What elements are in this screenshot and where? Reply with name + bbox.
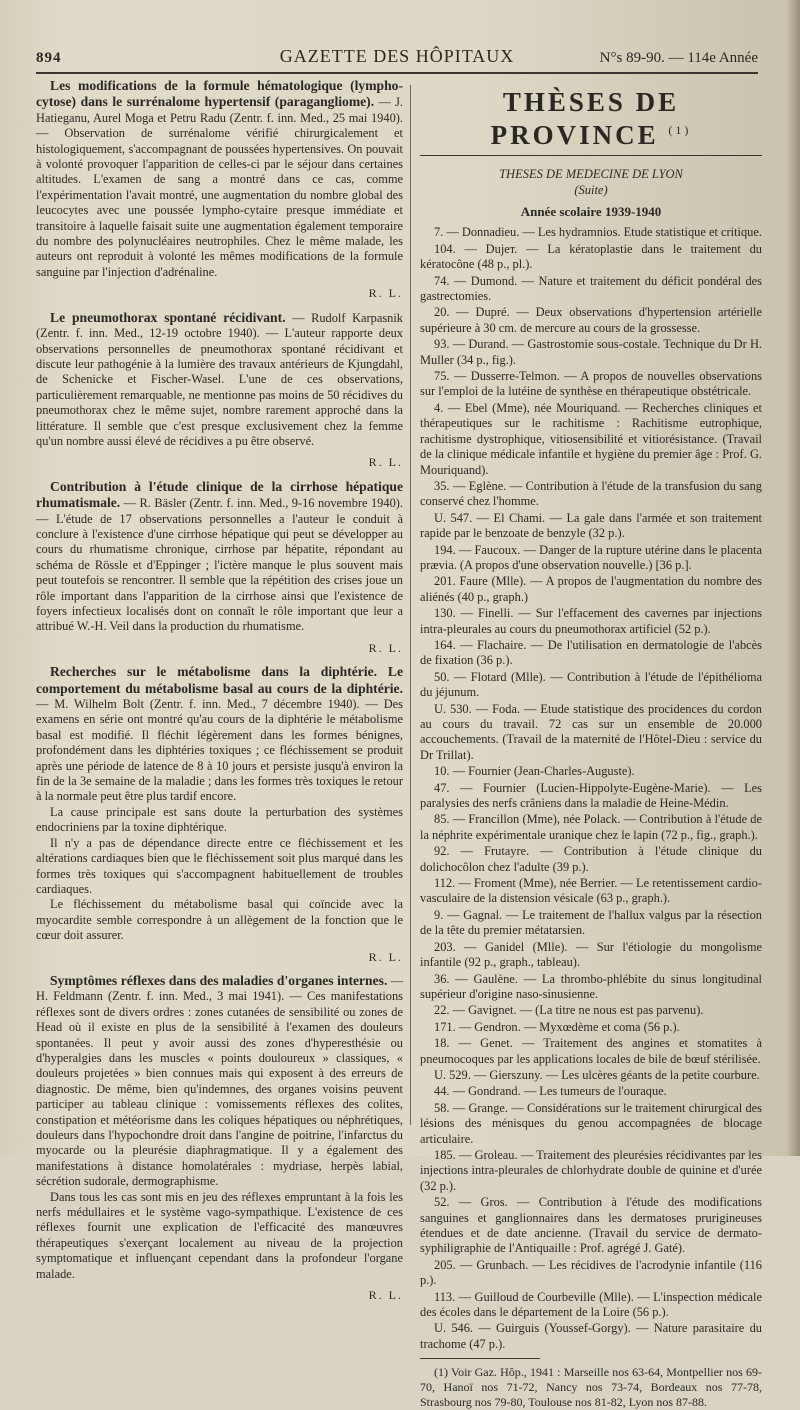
article-headline: Recherches sur le métabolisme dans la diphtérie. Le comportement du métabolisme basal au cours de la diphtérie. <box>36 664 403 696</box>
article-body: — M. Wilhelm Bolt (Zentr. f. inn. Med., 7 décembre 1940). — Des examens en série ont montré qu'au cours de la diphtérie le métabolisme basal est modifié. Il fléchit légèrement dans les formes bénignes, profondément dans les diphtéries toxiques ; ce fléchissement se produit après une période de latence de 8 à 10 jours et persiste jusqu'à environ la fin de la 3e semaine de la maladie ; dans les formes très toxiques le retour à la normale peut être plus tardif encore. <box>36 697 403 804</box>
article <box>36 78 403 280</box>
academic-year: Année scolaire 1939-1940 <box>520 204 662 219</box>
article-paragraph: Il n'y a pas de dépendance directe entre ce fléchissement et les altérations cardiaques bien que le fléchissement soit plus marqué dans les formes très toxiques qui s'accompagnent habituellement de troubles cardiaques. <box>36 835 403 896</box>
thesis-entry: 185. — Groleau. — Traitement des pleurésies récidivantes par les injections intra-pleurales de chlorhydrate double de quinine et d'urée (32 p.). <box>420 1147 762 1193</box>
thesis-entry: 93. — Durand. — Gastrostomie sous-costale. Technique du Dr H. Muller (34 p., fig.). <box>420 337 762 367</box>
article-paragraph: Dans tous les cas sont mis en jeu des réflexes empruntant à la fois les nerfs médullaires et le système vago-sympathique. L'existence de ces réflexes fournit une explication de l'efficacité des manœuvres thérapeutiques s'exerçant localement au niveau de la projection symptomatique et influençant cependant dans la profondeur l'organe malade. <box>36 1189 403 1281</box>
thesis-entry: 52. — Gros. — Contribution à l'étude des modifications sanguines et ganglionnaires dans les dermatoses prurigineuses étendues et de date ancienne. (Travail du service de dermato-syphiligraphie de l'Antiquaille : Prof. agrégé J. Gaté). <box>420 1195 762 1256</box>
thesis-entry: 171. — Gendron. — Myxœdème et coma (56 p.). <box>434 1019 680 1034</box>
thesis-list <box>420 225 762 1352</box>
article-body: — J. Hatieganu, Aurel Moga et Petru Radu (Zentr. f. inn. Med., 25 mai 1940). — Observation de surrénalome vérifié chirurgicalement et histologiquement, s'accompagnant de poussées hypertensives. On pouvait à volonté provoquer l'apparition de celles-ci par le séjour dans certaines altitudes. L'examen de sang a montré dans ce cas, comme l'expérimentation l'avait montré, une augmentation du nombre global des leucocytes avec une poussée lympho-cytaire presque immédiate et transitoire à laquelle faisait suite une augmentation également temporaire du nombre des polynucléaires neutrophiles. Chez le même malade, les auteurs ont reproduit à volonté les mêmes modifications de la formule sanguine par l'injection d'adrénaline. <box>36 95 403 279</box>
thesis-entry: 7. — Donnadieu. — Les hydramnios. Etude statistique et critique. <box>434 225 762 240</box>
thesis-entry: 104. — Dujет. — La kératoplastie dans le traitement du kératocône (48 p., pl.). <box>420 241 762 272</box>
thesis-entry: 4. — Ebel (Mme), née Mouriquand. — Recherches cliniques et thérapeutiques sur le rachitisme : Rachitisme eutrophique, rachitisme dystrophique, vitiosensibilité et vitiorésistance. (Travail de la clinique médicale infantile et hygiène du premier âge : Prof. G. Mouriquand). <box>420 400 762 477</box>
article-headline: Contribution à l'étude clinique de la cirrhose hépatique rhumatismale. <box>36 478 403 511</box>
thesis-entry: 113. — Guilloud de Courbeville (Mlle). — L'inspection médicale des écoles dans le département de la Loire (56 p.). <box>420 1289 762 1320</box>
thesis-entry: U. 546. — Guirguis (Youssef-Gorgy). — Nature parasitaire du trachome (47 p.). <box>420 1321 762 1351</box>
thesis-entry: 58. — Grange. — Considérations sur le traitement chirurgical des lésions des ménisques du genou accompagnées de blocage articulaire. <box>420 1100 762 1146</box>
article <box>36 664 403 943</box>
article-signature: R. L. <box>368 640 403 655</box>
article-body: — Rudolf Karpasnik (Zentr. f. inn. Med., 12-19 octobre 1940). — L'auteur rapporte deux observations personnelles de pneumothorax spontané récidivant et discute leur pathogénie à la lumière des travaux antérieurs de Kjungdahl, de Schenicke et Fischer-Wasel. L'une de ces observations, particulièrement remarquable, ne mentionne pas moins de 50 récidives du pneumothorax chez le même sujet, nombre rarement approché dans la littérature. Il semble que c'est presque exclusivement chez la femme qu'un nombre aussi élevé de récidives a pu être observé. <box>36 310 404 448</box>
thesis-entry: 9. — Gagnal. — Le traitement de l'hallux valgus par la résection de la tête du premier métatarsien. <box>420 907 762 938</box>
thesis-entry: 18. — Genet. — Traitement des angines et stomatites à pneumocoques par les applications locales de bile de bœuf stérilisée. <box>420 1036 762 1066</box>
page-header <box>36 42 758 74</box>
article-paragraph: Le fléchissement du métabolisme basal qui coïncide avec la myocardite semble correspondre à un allègement de la fonction que le cœur doit assurer. <box>36 897 403 943</box>
section-rule <box>420 155 762 156</box>
article-headline: Symptômes réflexes dans des maladies d'organes internes. <box>50 972 388 988</box>
section-title <box>420 88 762 149</box>
thesis-entry: 44. — Gondrand. — Les tumeurs de l'ouraque. <box>434 1084 667 1099</box>
thesis-entry: 75. — Dusserre-Telmon. — A propos de nouvelles observations sur l'emploi de la lutéine de synthèse en thérapeutique obstétricale. <box>420 369 762 399</box>
section-subtitle: THESES DE MEDECINE DE LYON <box>499 167 683 181</box>
article-headline: Les modifications de la formule hématologique (lympho-cytose) dans le surrénalome hypertensif (paragangliome). <box>36 78 403 110</box>
section-subtitle-suite: (Suite) <box>574 183 608 197</box>
thesis-entry: 50. — Flotard (Mlle). — Contribution à l'étude de l'épithélioma du jéjunum. <box>420 669 762 700</box>
thesis-entry: 205. — Grunbach. — Les récidives de l'acrodynie infantile (116 p.). <box>420 1257 762 1288</box>
footnote-rule <box>420 1358 540 1359</box>
section-title-text: THÈSES DE PROVINCE <box>490 87 680 150</box>
thesis-entry: 112. — Froment (Mme), née Berrier. — Le retentissement cardio-vasculaire de la distension vésicale (63 p., graph.). <box>420 876 762 906</box>
article <box>36 310 403 450</box>
article-signature: R. L. <box>368 286 403 301</box>
thesis-entry: 36. — Gaulène. — La thrombo-phlébite du sinus longitudinal supérieur d'origine naso-sinusienne. <box>420 971 762 1001</box>
thesis-entry: 85. — Francillon (Mme), née Polack. — Contribution à l'étude de la néphrite expérimentale uranique chez le lapin (72 p., fig., graph.). <box>420 812 762 842</box>
article <box>36 973 403 1282</box>
thesis-entry: U. 530. — Foda. — Etude statistique des procidences du cordon au cours du travail. 72 cas sur un ensemble de 20.000 accouchements. (Travail de la maternité de l'Hôtel-Dieu : service du Dr Trillat). <box>420 701 762 762</box>
article <box>36 479 403 635</box>
thesis-entry: 47. — Fournier (Lucien-Hippolyte-Eugène-Marie). — Les paralysies des nerfs crâniens dans la maladie de Heine-Médin. <box>420 780 762 811</box>
article-body: — R. Bäsler (Zentr. f. inn. Med., 9-16 novembre 1940). — L'étude de 17 observations personnelles a l'auteur le conduit à conclure à l'existence d'une cirrhose hépatique qui peut se développer au cours du rhumatisme chronique, cirrhose par hépatite, répondant au schéma de Rössle et d'Eppinger ; l'ictère manque le plus souvent mais peut toutefois se rencontrer. Il semble que la répétition des crises joue un rôle important dans l'apparition de la cirrhose ainsi que l'existence de foyers infectieux localisés dont on connaît le rôle important que leur a attribué W.-H. Veil dans la production du rhumatisme. <box>36 496 403 634</box>
left-column <box>36 78 403 1311</box>
column-divider <box>410 85 411 1125</box>
article-signature: R. L. <box>368 1288 403 1303</box>
thesis-entry: U. 547. — El Chami. — La gale dans l'armée et son traitement rapide par le benzoate de benzyle (32 p.). <box>420 510 762 541</box>
thesis-entry: U. 529. — Gierszuny. — Les ulcères géants de la petite courbure. <box>434 1067 760 1082</box>
right-column <box>420 78 762 1410</box>
article-paragraph: La cause principale est sans doute la perturbation des systèmes endocriniens par la toxine diphtérique. <box>36 804 403 835</box>
thesis-entry: 194. — Faucoux. — Danger de la rupture utérine dans le placenta prævia. (A propos d'une observation nouvelle.) [36 p.]. <box>420 542 762 572</box>
article-signature: R. L. <box>368 455 403 470</box>
page-edge-shadow <box>786 0 800 1156</box>
thesis-entry: 203. — Ganidel (Mlle). — Sur l'étiologie du mongolisme infantile (92 p., graph., tableau). <box>420 939 762 970</box>
thesis-entry: 20. — Dupré. — Deux observations d'hypertension artérielle supérieure à 30 cm. de mercure au cours de la grossesse. <box>420 305 762 335</box>
thesis-entry: 164. — Flachaire. — De l'utilisation en dermatologie de l'abcès de fixation (36 p.). <box>420 637 762 668</box>
article-body: — H. Feldmann (Zentr. f. inn. Med., 3 mai 1941). — Ces manifestations réflexes sont de divers ordres : zones cutanées de sensibilité ou zones de Head où il existe en plus de la sensibilité à l'examen des douleurs spontanées. Il peut y avoir aussi des zones d'hyperesthésie ou d'hyperalgies dans les muscles « points douloureux » classiques, « douleurs projetées » bien connues mais qui exposent à des erreurs de diagnostic. De même, bien qu'indemnes, des organes voisins peuvent participer au tableau clinique : vomissements réflexes des colites, constipation et météorisme dans les coliques hépatiques ou néphrétiques, douleurs dans l'hypochondre droit dans l'angine de poitrine, l'infarctus du myocarde ou la pleurésie diaphragmatique. Il y a également des manifestations à distance homolatérales : mydriase, herpès labial, sécrétion sudorale, dermographisme. <box>36 973 403 1189</box>
article-signature: R. L. <box>368 949 403 964</box>
footnote: (1) Voir Gaz. Hôp., 1941 : Marseille nos 63-64, Montpellier nos 69-70, Hanoï nos 71-72, Nancy nos 73-74, Bordeaux nos 77-78, Strasbourg nos 79-80, Toulouse nos 81-82, Lyon nos 87-88. <box>420 1365 762 1410</box>
thesis-entry: 35. — Eglène. — Contribution à l'étude de la transfusion du sang conservé chez l'homme. <box>420 478 762 509</box>
thesis-entry: 130. — Finelli. — Sur l'effacement des cavernes par injections intra-pleurales au cours du pneumothorax artificiel (52 p.). <box>420 606 762 636</box>
thesis-entry: 10. — Fournier (Jean-Charles-Auguste). <box>434 764 635 779</box>
thesis-entry: 201. Faure (Mlle). — A propos de l'augmentation du nombre des aliénés (40 p., graph.) <box>420 574 762 604</box>
thesis-entry: 92. — Frutayre. — Contribution à l'étude clinique du dolichocôlon chez l'adulte (39 p.). <box>420 844 762 874</box>
page-number: 894 <box>36 50 62 66</box>
thesis-entry: 74. — Dumond. — Nature et traitement du déficit pondéral des gastrectomies. <box>420 273 762 304</box>
thesis-entry: 22. — Gavignet. — (La titre ne nous est pas parvenu). <box>434 1003 704 1018</box>
article-headline: Le pneumothorax spontané récidivant. <box>50 309 286 325</box>
issue-info: N°s 89-90. — 114e Année <box>599 50 758 66</box>
footnote-mark: (1) <box>668 123 692 137</box>
journal-title: GAZETTE DES HÔPITAUX <box>279 46 515 66</box>
